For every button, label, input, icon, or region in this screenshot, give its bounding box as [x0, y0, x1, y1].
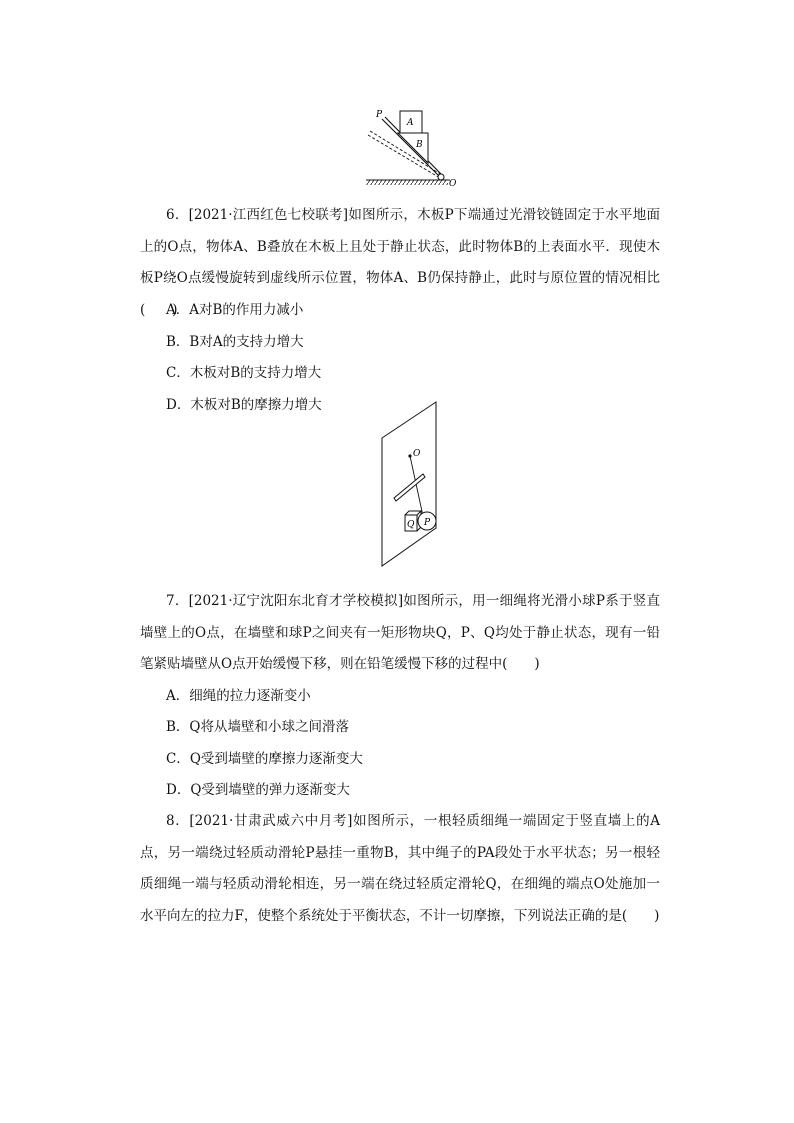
label-p: P	[376, 110, 383, 120]
q6-option-c[interactable]: C．木板对B的支持力增大	[166, 365, 322, 381]
question-7-text: 7．[2021·辽宁沈阳东北育才学校模拟]如图所示，用一细绳将光滑小球P系于竖直墙壁上的O点，在墙壁和球P之间夹有一矩形物块Q，P、Q均处于静止状态，现有一铅笔紧贴墙壁从O点开始缓慢下移，则在铅笔缓慢下移的过程中( )	[140, 593, 660, 672]
label-p2: P	[424, 518, 431, 528]
question-6-text: 6．[2021·江西红色七校联考]如图所示，木板P下端通过光滑铰链固定于水平地面上的O点，物体A、B叠放在木板上且处于静止状态，此时物体B的上表面水平．现使木板P绕O点缓慢旋转到虚线所示位置，物体A、B仍保持静止，此时与原位置的情况相比( )	[140, 207, 660, 318]
figure-board-blocks	[360, 105, 470, 190]
q6-option-d[interactable]: D．木板对B的摩擦力增大	[166, 397, 322, 413]
question-7	[140, 586, 660, 681]
wall	[382, 402, 436, 566]
hinge	[438, 174, 444, 180]
label-o2: O	[413, 449, 421, 459]
label-o: O	[449, 179, 457, 189]
label-q: Q	[407, 520, 415, 530]
q7-option-c[interactable]: C．Q受到墙壁的摩擦力逐渐变大	[166, 751, 363, 767]
label-b: B	[416, 140, 423, 150]
ground-hatch	[366, 180, 448, 185]
q6-option-a[interactable]: A．A对B的作用力减小	[166, 302, 304, 318]
q7-option-a[interactable]: A．细绳的拉力逐渐变小	[166, 688, 311, 704]
label-a: A	[407, 118, 414, 128]
question-8-text: 8．[2021·甘肃武威六中月考]如图所示，一根轻质细绳一端固定于竖直墙上的A点，另一端绕过轻质动滑轮P悬挂一重物B，其中绳子的PA段处于水平状态；另一根轻质细绳一端与轻质动滑轮相连，另一端在绕过轻质定滑轮Q，在细绳的端点O处施加一水平向左的拉力F，使整个系统处于平衡状态，不计一切摩擦，下列说法正确的是( )	[140, 813, 660, 924]
q7-option-d[interactable]: D．Q受到墙壁的弹力逐渐变大	[166, 782, 350, 798]
q6-option-b[interactable]: B．B对A的支持力增大	[166, 334, 304, 350]
q7-option-b[interactable]: B．Q将从墙壁和小球之间滑落	[166, 719, 349, 735]
block-b-outline	[398, 133, 428, 163]
figure-wall-ball	[370, 398, 445, 570]
question-8	[140, 806, 660, 932]
